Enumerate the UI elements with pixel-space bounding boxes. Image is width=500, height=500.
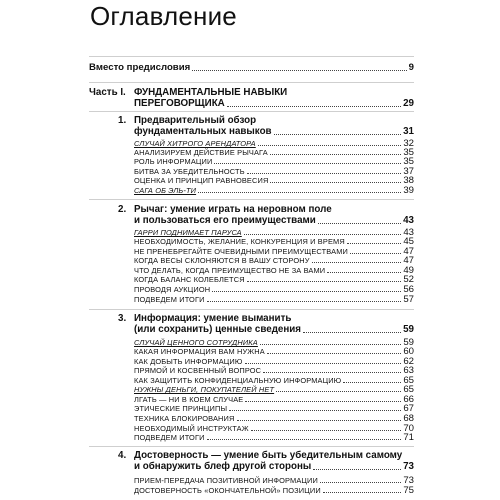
dot-leader xyxy=(313,469,401,470)
toc-entry-section[interactable] xyxy=(134,385,414,394)
toc-entry-title: СЛУЧАЙ ЦЕННОГО СОТРУДНИКА xyxy=(134,338,258,347)
dot-leader xyxy=(276,391,401,392)
chapter-number: 2. xyxy=(118,204,127,215)
dot-leader xyxy=(244,234,402,235)
toc-entry-chapter[interactable] xyxy=(134,126,414,137)
toc-page-number: 66 xyxy=(403,394,414,405)
toc-page-number: 43 xyxy=(403,215,414,226)
toc-entry-title: ТЕХНИКА БЛОКИРОВАНИЯ xyxy=(134,414,235,423)
toc-entry-section[interactable] xyxy=(134,247,414,256)
toc-entry-section[interactable] xyxy=(134,176,414,185)
chapter-title-line1: Достоверность — умение быть убедительным самому xyxy=(134,450,403,461)
toc-page-number: 9 xyxy=(408,62,414,73)
divider xyxy=(89,111,414,112)
dot-leader xyxy=(258,145,402,146)
toc-entry-title: Вместо предисловия xyxy=(89,62,191,73)
chapter-number: 4. xyxy=(118,450,127,461)
toc-page-number: 70 xyxy=(403,423,414,434)
dot-leader xyxy=(212,291,401,292)
toc-entry-title: ПОДВЕДЕМ ИТОГИ xyxy=(134,433,205,442)
part-title-line2: ПЕРЕГОВОРЩИКА xyxy=(134,98,225,109)
chapter-number: 1. xyxy=(118,115,127,126)
toc-entry-title: ГАРРИ ПОДНИМАЕТ ПАРУСА xyxy=(134,228,242,237)
dot-leader xyxy=(303,332,401,333)
toc-entry-section[interactable] xyxy=(134,414,414,423)
toc-page-number: 38 xyxy=(403,175,414,186)
chapter-title-line2: и пользоваться его преимуществами xyxy=(134,215,316,226)
toc-entry-title: КАК ДОБЫТЬ ИНФОРМАЦИЮ xyxy=(134,357,243,366)
part-title-line1: ФУНДАМЕНТАЛЬНЫЕ НАВЫКИ xyxy=(134,87,288,98)
chapter-number: 3. xyxy=(118,313,127,324)
toc-page-number: 59 xyxy=(403,324,414,335)
toc-entry-section[interactable] xyxy=(134,167,414,176)
toc-entry-section[interactable] xyxy=(134,476,414,485)
toc-page-number: 43 xyxy=(403,227,414,238)
part-label: Часть I. xyxy=(89,87,126,98)
divider xyxy=(89,309,414,310)
toc-entry-section[interactable] xyxy=(134,186,414,195)
chapter-title-line1: Рычаг: умение играть на неровном поле xyxy=(134,204,332,215)
dot-leader xyxy=(323,492,402,493)
toc-entry-section[interactable] xyxy=(134,486,414,495)
toc-entry-section[interactable] xyxy=(134,275,414,284)
toc-entry-section[interactable] xyxy=(134,228,414,237)
toc-page-number: 56 xyxy=(403,284,414,295)
dot-leader xyxy=(245,401,401,402)
dot-leader xyxy=(318,223,401,224)
divider xyxy=(89,56,414,57)
toc-page-number: 47 xyxy=(403,255,414,266)
toc-page-number: 37 xyxy=(403,166,414,177)
toc-entry-section[interactable] xyxy=(134,404,414,413)
dot-leader xyxy=(260,344,401,345)
toc-page-number: 62 xyxy=(403,356,414,367)
chapter-title-line1: Информация: умение выманить xyxy=(134,313,292,324)
dot-leader xyxy=(247,281,402,282)
toc-entry-section[interactable] xyxy=(134,295,414,304)
toc-entry-title: НЕОБХОДИМЫЙ ИНСТРУКТАЖ xyxy=(134,424,249,433)
toc-entry-title: ПРОВОДЯ АУКЦИОН xyxy=(134,285,211,294)
dot-leader xyxy=(214,163,401,164)
dot-leader xyxy=(270,154,402,155)
divider xyxy=(89,199,414,200)
chapter-title-line2: и обнаружить блеф другой стороны xyxy=(134,461,312,472)
toc-page-number: 75 xyxy=(403,485,414,496)
toc-entry-section[interactable] xyxy=(134,347,414,356)
toc-entry-title: ОЦЕНКА И ПРИНЦИП РАВНОВЕСИЯ xyxy=(134,176,269,185)
toc-entry-title: ДОСТОВЕРНОСТЬ «ОКОНЧАТЕЛЬНОЙ» ПОЗИЦИИ xyxy=(134,486,321,495)
toc-entry-title: ПОДВЕДЕМ ИТОГИ xyxy=(134,295,205,304)
toc-page-number: 45 xyxy=(403,236,414,247)
toc-entry-title: ПРЯМОЙ И КОСВЕННЫЙ ВОПРОС xyxy=(134,366,262,375)
chapter-title-line2: (или сохранить) ценные сведения xyxy=(134,324,302,335)
toc-entry-title: БИТВА ЗА УБЕДИТЕЛЬНОСТЬ xyxy=(134,167,245,176)
chapter-title-line2: фундаментальных навыков xyxy=(134,126,272,137)
toc-entry-section[interactable] xyxy=(134,433,414,442)
toc-page-number: 35 xyxy=(403,147,414,158)
toc-entry-title: СЛУЧАЙ ХИТРОГО АРЕНДАТОРА xyxy=(134,139,256,148)
toc-page-number: 57 xyxy=(403,294,414,305)
toc-page-number: 47 xyxy=(403,246,414,257)
toc-entry-title: КАКАЯ ИНФОРМАЦИЯ ВАМ НУЖНА xyxy=(134,347,265,356)
toc-page-number: 73 xyxy=(403,461,414,472)
toc-entry-title: ЧТО ДЕЛАТЬ, КОГДА ПРЕИМУЩЕСТВО НЕ ЗА ВАМИ xyxy=(134,266,326,275)
toc-entry-section[interactable] xyxy=(134,357,414,366)
dot-leader xyxy=(320,482,401,483)
toc-entry-chapter[interactable] xyxy=(134,215,414,226)
toc-entry-section[interactable] xyxy=(134,148,414,157)
toc-entry-section[interactable] xyxy=(134,376,414,385)
toc-entry-title: НЕ ПРЕНЕБРЕГАЙТЕ ОЧЕВИДНЫМИ ПРЕИМУЩЕСТВАМИ xyxy=(134,247,348,256)
dot-leader xyxy=(274,134,402,135)
toc-page-number: 29 xyxy=(403,98,414,109)
toc-entry-title: КОГДА ВЕСЫ СКЛОНЯЮТСЯ В ВАШУ СТОРОНУ xyxy=(134,256,310,265)
toc-entry-title: НЕОБХОДИМОСТЬ, ЖЕЛАНИЕ, КОНКУРЕНЦИЯ И ВРЕМЯ xyxy=(134,237,345,246)
toc-page-number: 49 xyxy=(403,265,414,276)
toc-page-number: 60 xyxy=(403,346,414,357)
toc-entry-title: ЭТИЧЕСКИЕ ПРИНЦИПЫ xyxy=(134,404,228,413)
toc-page-number: 65 xyxy=(403,384,414,395)
toc-entry-section[interactable] xyxy=(134,366,414,375)
dot-leader xyxy=(267,353,402,354)
dot-leader xyxy=(327,272,401,273)
dot-leader xyxy=(227,106,401,107)
toc-entry-section[interactable] xyxy=(134,266,414,275)
toc-entry-title: ПРИЕМ-ПЕРЕДАЧА ПОЗИТИВНОЙ ИНФОРМАЦИИ xyxy=(134,476,318,485)
toc-entry-section[interactable] xyxy=(134,157,414,166)
toc-entry-title: КОГДА БАЛАНС КОЛЕБЛЕТСЯ xyxy=(134,275,245,284)
dot-leader xyxy=(237,420,402,421)
toc-entry-section[interactable] xyxy=(134,395,414,404)
toc-entry-title: САГА ОБ ЭЛЬ-ТИ xyxy=(134,186,197,195)
toc-entry-preface[interactable] xyxy=(89,62,414,73)
toc-entry-section[interactable] xyxy=(134,237,414,246)
toc-page-number: 67 xyxy=(403,403,414,414)
toc-page-number: 71 xyxy=(403,432,414,443)
chapter-title-line1: Предварительный обзор xyxy=(134,115,257,126)
toc-entry-part[interactable] xyxy=(134,98,414,109)
toc-entry-section[interactable] xyxy=(134,424,414,433)
dot-leader xyxy=(198,192,401,193)
toc-entry-chapter[interactable] xyxy=(134,324,414,335)
dot-leader xyxy=(247,173,402,174)
dot-leader xyxy=(251,430,402,431)
toc-page-number: 63 xyxy=(403,365,414,376)
toc-page-number: 52 xyxy=(403,274,414,285)
toc-page-number: 35 xyxy=(403,156,414,167)
toc-entry-title: АНАЛИЗИРУЕМ ДЕЙСТВИЕ РЫЧАГА xyxy=(134,148,268,157)
toc-entry-title: РОЛЬ ИНФОРМАЦИИ xyxy=(134,157,213,166)
toc-entry-title: КАК ЗАЩИТИТЬ КОНФИДЕНЦИАЛЬНУЮ ИНФОРМАЦИЮ xyxy=(134,376,342,385)
divider xyxy=(89,446,414,447)
toc-page-number: 31 xyxy=(403,126,414,137)
toc-page-number: 39 xyxy=(403,185,414,196)
dot-leader xyxy=(207,439,402,440)
toc-page-number: 59 xyxy=(403,337,414,348)
toc-page-number: 65 xyxy=(403,375,414,386)
toc-page-number: 73 xyxy=(403,475,414,486)
toc-entry-title: НУЖНЫ ДЕНЬГИ, ПОКУПАТЕЛЕЙ НЕТ xyxy=(134,385,275,394)
dot-leader xyxy=(245,363,402,364)
dot-leader xyxy=(207,301,402,302)
dot-leader xyxy=(350,253,401,254)
divider xyxy=(89,82,414,83)
toc-page-number: 32 xyxy=(403,138,414,149)
toc-entry-section[interactable] xyxy=(134,338,414,347)
dot-leader xyxy=(229,410,401,411)
dot-leader xyxy=(192,70,406,71)
dot-leader xyxy=(263,372,401,373)
toc-entry-chapter[interactable] xyxy=(134,461,414,472)
toc-entry-title: ЛГАТЬ — НИ В КОЕМ СЛУЧАЕ xyxy=(134,395,244,404)
dot-leader xyxy=(343,382,401,383)
dot-leader xyxy=(312,262,402,263)
page-title: Оглавление xyxy=(90,1,237,31)
dot-leader xyxy=(270,182,401,183)
toc-entry-section[interactable] xyxy=(134,256,414,265)
toc-page-number: 68 xyxy=(403,413,414,424)
toc-entry-section[interactable] xyxy=(134,139,414,148)
dot-leader xyxy=(347,243,401,244)
toc-entry-section[interactable] xyxy=(134,285,414,294)
